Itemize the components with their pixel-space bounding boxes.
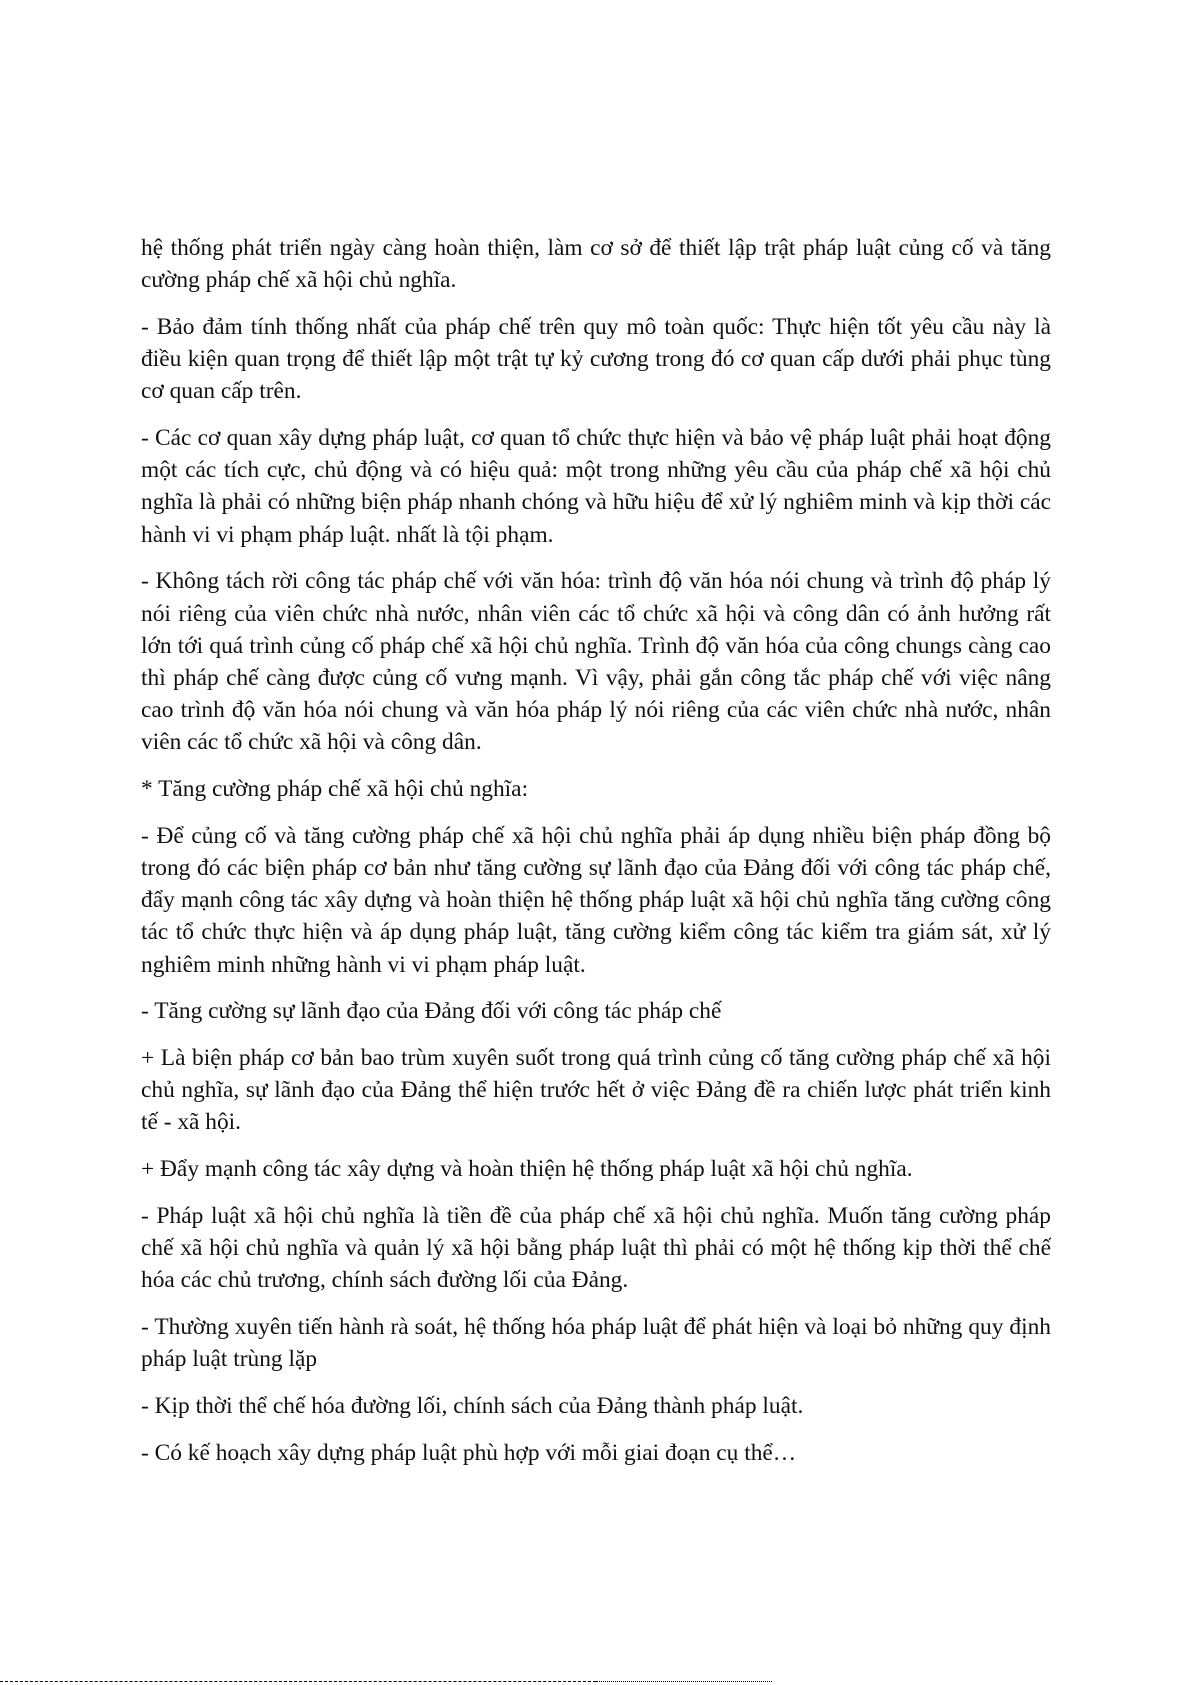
paragraph-socialist-law-premise: - Pháp luật xã hội chủ nghĩa là tiền đề của pháp chế xã hội chủ nghĩa. Muốn tăng cường pháp chế xã hội chủ nghĩa và quản lý xã hội bằng pháp luật thì phải có một hệ thống kịp thời thể chế hóa các chủ trương, chính sách đường lối của Đảng. <box>141 1202 1051 1294</box>
paragraph-build-legal-system: + Đẩy mạnh công tác xây dựng và hoàn thiện hệ thống pháp luật xã hội chủ nghĩa. <box>141 1156 913 1183</box>
bottom-border <box>0 1675 1191 1685</box>
paragraph-legality-and-culture: - Không tách rời công tác pháp chế với văn hóa: trình độ văn hóa nói chung và trình độ pháp lý nói riêng của viên chức nhà nước, nhân viên các tổ chức xã hội và công dân có ảnh hưởng rất lớn tới quá trình củng cố pháp chế xã hội chủ nghĩa. Trình độ văn hóa của công chungs càng cao thì pháp chế càng được củng cố vưng mạnh. Vì vậy, phải gắn công tắc pháp chế với việc nâng cao trình độ văn hóa nói chung và văn hóa pháp lý nói riêng của các viên chức nhà nước, nhân viên các tổ chức xã hội và công dân. <box>141 568 1051 756</box>
paragraph-intro-continuation: hệ thống phát triển ngày càng hoàn thiện, làm cơ sở để thiết lập trật pháp luật củng cố và tăng cường pháp chế xã hội chủ nghĩa. <box>141 235 1051 294</box>
paragraph-lawmaking-plan: - Có kế hoạch xây dựng pháp luật phù hợp với mỗi giai đoạn cụ thể… <box>141 1439 797 1466</box>
paragraph-active-agencies: - Các cơ quan xây dựng pháp luật, cơ quan tổ chức thực hiện và bảo vệ pháp luật phải hoạt động một các tích cực, chủ động và có hiệu quả: một trong những yêu cầu của pháp chế xã hội chủ nghĩa là phải có những biện pháp nhanh chóng và hữu hiệu để xử lý nghiêm minh và kịp thời các hành vi vi phạm pháp luật. nhất là tội phạm. <box>141 425 1051 548</box>
paragraph-party-leadership: - Tăng cường sự lãnh đạo của Đảng đối với công tác pháp chế <box>141 998 722 1025</box>
paragraph-unity-of-legality: - Bảo đảm tính thống nhất của pháp chế trên quy mô toàn quốc: Thực hiện tốt yêu cầu này là điều kiện quan trọng để thiết lập một trật tự kỷ cương trong đó cơ quan cấp dưới phải phục tùng cơ quan cấp trên. <box>141 313 1051 405</box>
bottom-rule-dashed <box>0 1681 596 1682</box>
bottom-rule-dotted <box>596 1681 772 1682</box>
section-heading-strengthening: * Tăng cường pháp chế xã hội chủ nghĩa: <box>141 776 529 803</box>
paragraph-comprehensive-measures: - Để củng cố và tăng cường pháp chế xã hội chủ nghĩa phải áp dụng nhiều biện pháp đồng bộ trong đó các biện pháp cơ bản như tăng cường sự lãnh đạo của Đảng đối với công tác pháp chế, đẩy mạnh công tác xây dựng và hoàn thiện hệ thống pháp luật xã hội chủ nghĩa tăng cường công tác tổ chức thực hiện và áp dụng pháp luật, tăng cường kiểm công tác kiểm tra giám sát, xử lý nghiêm minh những hành vi vi phạm pháp luật. <box>141 822 1051 978</box>
paragraph-review-codify: - Thường xuyên tiến hành rà soát, hệ thống hóa pháp luật để phát hiện và loại bỏ những quy định pháp luật trùng lặp <box>141 1313 1051 1373</box>
paragraph-basic-measure: + Là biện pháp cơ bản bao trùm xuyên suốt trong quá trình củng cố tăng cường pháp chế xã hội chủ nghĩa, sự lãnh đạo của Đảng thể hiện trước hết ở việc Đảng đề ra chiến lược phát triển kinh tế - xã hội. <box>141 1044 1051 1136</box>
document-page <box>141 232 1051 1483</box>
paragraph-institutionalize-policy: - Kịp thời thể chế hóa đường lối, chính sách của Đảng thành pháp luật. <box>141 1392 804 1419</box>
